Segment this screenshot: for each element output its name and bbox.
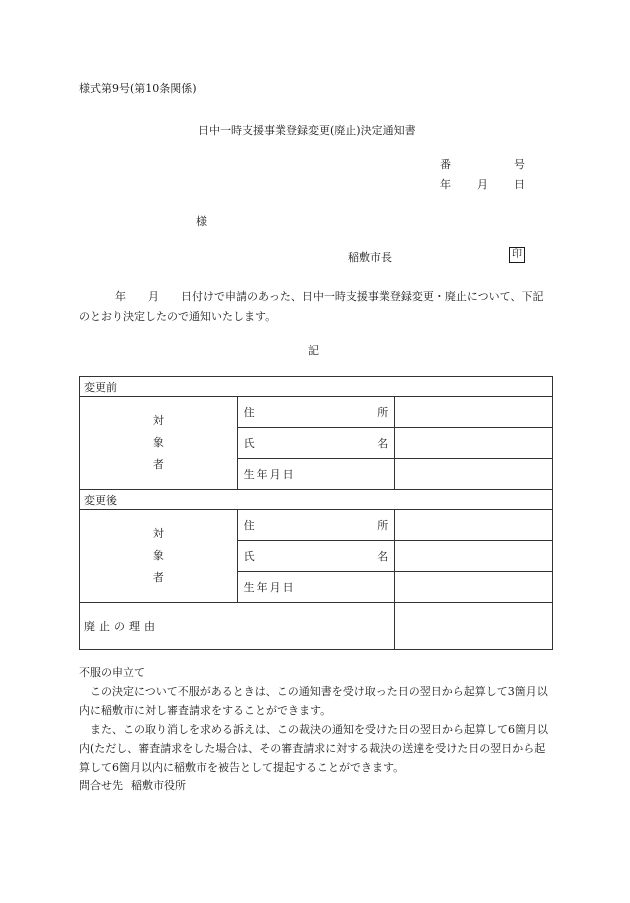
before-section-label: 変更前	[80, 377, 553, 397]
number-label: 番	[440, 158, 451, 171]
after-subject-label	[80, 510, 238, 603]
notice-body	[79, 287, 549, 327]
seal-mark: 印	[509, 247, 525, 263]
objection-paragraph-1	[79, 682, 553, 720]
subject-char: 者	[152, 571, 164, 584]
addressee-suffix: 様	[196, 215, 207, 228]
before-address-field[interactable]	[395, 397, 553, 428]
after-birthdate-field[interactable]	[395, 572, 553, 603]
objection-text-2: また、この取り消しを求める訴えは、この裁決の通知を受けた日の翌日から起算して6箇月以内(ただし、審査請求をした場合は、その審査請求に対する裁決の送達を受けた日の翌日から起算して6箇月以内に稲敷市を被告として提起することができます。	[79, 723, 548, 774]
abolition-reason-field[interactable]	[395, 603, 553, 650]
after-address-label: 住所	[237, 510, 395, 541]
subject-char: 象	[152, 549, 164, 562]
ki-heading: 記	[308, 344, 319, 357]
detail-table	[79, 376, 553, 650]
before-birthdate-field[interactable]	[395, 459, 553, 490]
after-address-field[interactable]	[395, 510, 553, 541]
issuer-name: 稲敷市長	[348, 251, 392, 264]
month-label: 月	[477, 178, 488, 191]
subject-char: 対	[152, 527, 164, 540]
objection-paragraph-2	[79, 720, 553, 777]
day-label: 日	[514, 178, 525, 191]
go-label: 号	[514, 158, 525, 171]
before-name-label: 氏名	[237, 428, 395, 459]
before-birthdate-label: 生年月日	[237, 459, 395, 490]
body-year: 年	[115, 290, 126, 303]
after-birthdate-label: 生年月日	[237, 572, 395, 603]
objection-text-1: この決定について不服があるときは、この通知書を受け取った日の翌日から起算して3箇月以内に稲敷市に対し審査請求をすることができます。	[79, 685, 548, 717]
after-section-label: 変更後	[80, 490, 553, 510]
subject-char: 象	[152, 436, 164, 449]
before-address-label: 住所	[237, 397, 395, 428]
contact-label: 問合せ先	[79, 779, 123, 792]
subject-char: 対	[152, 414, 164, 427]
form-number: 様式第9号(第10条関係)	[79, 82, 197, 95]
year-label: 年	[440, 178, 451, 191]
subject-char: 者	[152, 458, 164, 471]
contact-line	[79, 777, 186, 793]
before-name-field[interactable]	[395, 428, 553, 459]
before-subject-label	[80, 397, 238, 490]
contact-office: 稲敷市役所	[131, 779, 186, 792]
document-title: 日中一時支援事業登録変更(廃止)決定通知書	[198, 124, 416, 137]
body-month: 月	[148, 290, 159, 303]
after-name-label: 氏名	[237, 541, 395, 572]
objection-heading: 不服の申立て	[79, 666, 145, 679]
body-text: 日付けで申請のあった、日中一時支援事業登録変更・廃止について、下記のとおり決定したので通知いたします。	[79, 290, 544, 323]
abolition-reason-label: 廃止の理由	[80, 603, 395, 650]
after-name-field[interactable]	[395, 541, 553, 572]
